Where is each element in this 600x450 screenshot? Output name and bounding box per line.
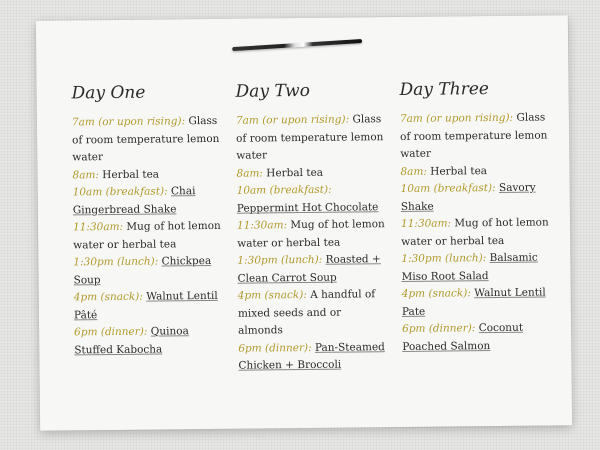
entry-time: 7am (or upon rising): (235, 113, 350, 127)
schedule-entry (74, 323, 224, 360)
entry-time: 6pm (dinner): (74, 325, 148, 339)
entry-text: Herbal tea (430, 164, 488, 178)
recipe-link[interactable]: Walnut Lentil Pâté (73, 289, 218, 321)
schedule-entry (237, 251, 387, 288)
entry-time: 11:30am: (236, 219, 288, 232)
schedule-entry (236, 164, 386, 183)
recipe-link[interactable]: Balsamic Miso Root Salad (401, 251, 538, 283)
schedule-entry (238, 339, 388, 376)
schedule-entry (237, 216, 387, 253)
entry-time: 10am (breakfast): (236, 183, 332, 197)
recipe-link[interactable]: Quinoa Stuffed Kabocha (74, 325, 189, 356)
entry-time: 4pm (snack): (237, 288, 307, 302)
day-heading: Day Three (399, 79, 490, 100)
recipe-link[interactable]: Coconut Poached Salmon (402, 321, 524, 353)
schedule-entry (73, 253, 223, 290)
recipe-link[interactable]: Pan-Steamed Chicken + Broccoli (238, 340, 385, 372)
day-heading: Day One (71, 82, 146, 104)
day-one-column (72, 81, 225, 360)
entry-time: 10am (breakfast): (72, 185, 168, 199)
entry-time: 8am: (236, 166, 263, 180)
schedule-entry (73, 218, 223, 255)
entry-time: 1:30pm (lunch): (237, 253, 323, 267)
entry-time: 11:30am: (72, 220, 124, 234)
entry-time: 7am (or upon rising): (71, 115, 186, 129)
entry-time: 4pm (snack): (401, 287, 471, 300)
meal-plan-paper (36, 15, 572, 431)
entry-text: Herbal tea (266, 166, 324, 179)
recipe-link[interactable]: Walnut Lentil Pate (401, 286, 546, 318)
schedule-entry (238, 286, 389, 340)
entry-time: 6pm (dinner): (238, 341, 312, 355)
paper-clip (232, 39, 362, 51)
entry-text: Herbal tea (102, 168, 160, 181)
recipe-link[interactable]: Chai Gingerbread Shake (72, 185, 196, 216)
schedule-entry (400, 109, 551, 163)
entry-text: Mug of hot lemon water or herbal tea (237, 218, 385, 250)
schedule-entry (401, 214, 551, 251)
entry-text: Mug of hot lemon water or herbal tea (73, 219, 221, 251)
schedule-entry (401, 179, 551, 216)
entry-time: 11:30am: (400, 217, 452, 230)
recipe-link[interactable]: Roasted + Clean Carrot Soup (237, 253, 381, 285)
entry-text: Glass of room temperature lemon water (400, 111, 548, 160)
schedule-entry (72, 165, 222, 184)
entry-time: 4pm (snack): (73, 290, 143, 304)
schedule-entry (74, 288, 224, 325)
entry-time: 8am: (72, 168, 99, 181)
entry-time: 6pm (dinner): (402, 322, 476, 335)
entry-text: Mug of hot lemon water or herbal tea (401, 216, 549, 248)
recipe-link[interactable]: Savory Shake (400, 181, 536, 213)
entry-time: 7am (or upon rising): (399, 111, 514, 125)
entry-text: Glass of room temperature lemon water (236, 113, 384, 162)
schedule-entry (401, 249, 551, 286)
schedule-entry (400, 162, 550, 181)
day-three-column (399, 77, 552, 356)
schedule-entry (402, 319, 552, 356)
recipe-link[interactable]: Chickpea Soup (73, 254, 212, 286)
schedule-entry (236, 111, 387, 165)
entry-time: 1:30pm (lunch): (73, 255, 159, 269)
schedule-entry (72, 113, 223, 167)
schedule-entry (402, 284, 552, 321)
day-two-column (236, 79, 389, 375)
entry-time: 10am (breakfast): (400, 181, 496, 195)
recipe-link[interactable]: Peppermint Hot Chocolate (236, 200, 379, 215)
entry-text: Glass of room temperature lemon water (72, 114, 220, 164)
entry-time: 1:30pm (lunch): (401, 252, 487, 265)
day-heading: Day Two (235, 80, 311, 102)
schedule-entry (73, 183, 223, 220)
schedule-entry (237, 181, 387, 218)
entry-time: 8am: (400, 165, 427, 178)
entry-text: A handful of mixed seeds and or almonds (237, 288, 376, 337)
